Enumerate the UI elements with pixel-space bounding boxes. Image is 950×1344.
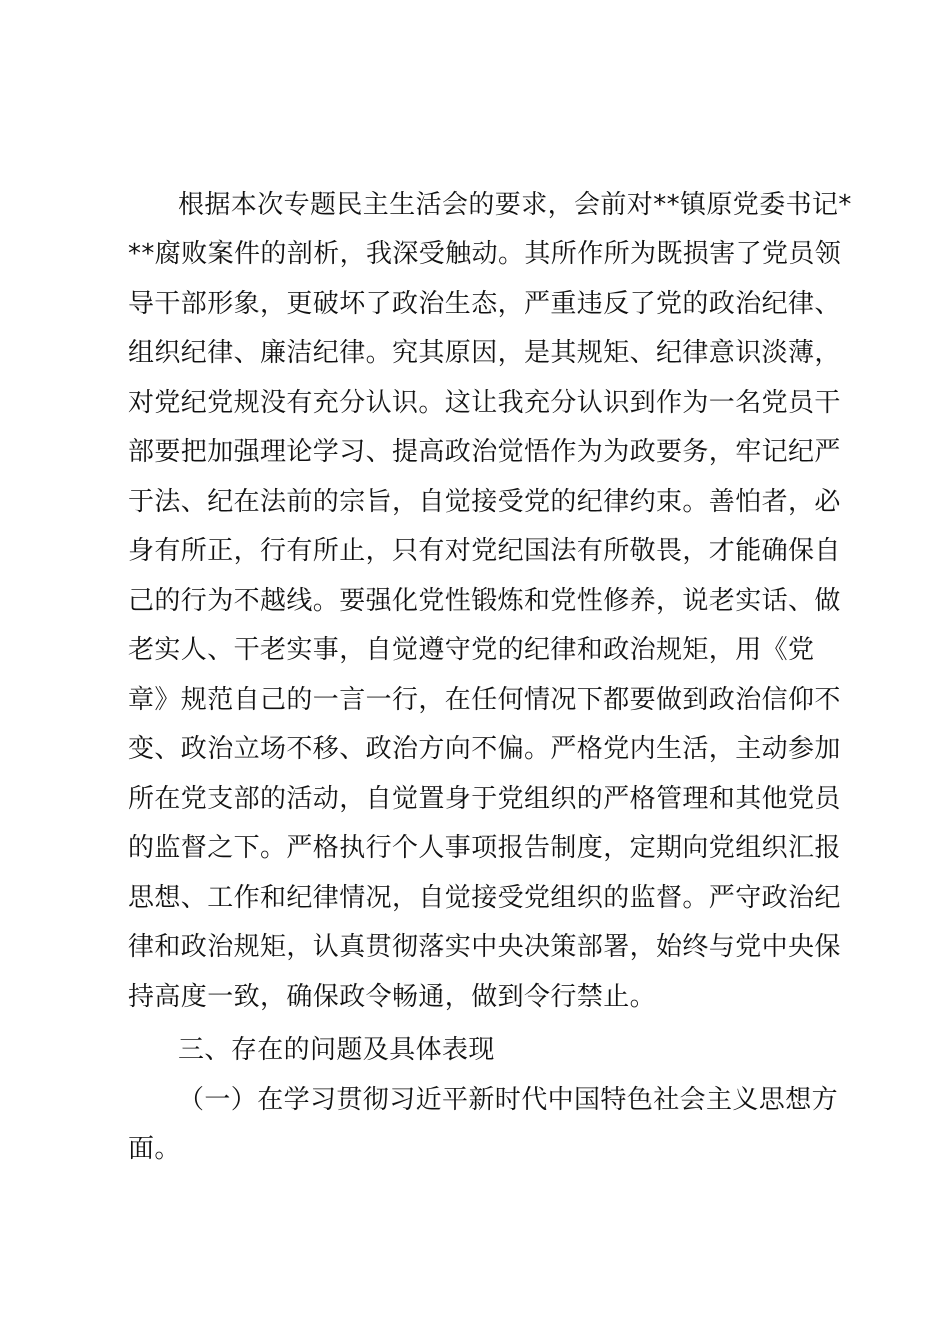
paragraph-line: 所在党支部的活动，自觉置身于党组织的严格管理和其他党员	[128, 784, 841, 814]
paragraph-line: **腐败案件的剖析，我深受触动。其所作所为既损害了党员领	[128, 239, 842, 269]
paragraph-line: 持高度一致，确保政令畅通，做到令行禁止。	[128, 982, 657, 1012]
paragraph-line: 导干部形象，更破坏了政治生态，严重违反了党的政治纪律、	[128, 289, 841, 319]
paragraph-line: 章》规范自己的一言一行，在任何情况下都要做到政治信仰不	[128, 685, 841, 715]
paragraph-line: 身有所正，行有所止，只有对党纪国法有所敬畏，才能确保自	[128, 536, 841, 566]
paragraph-line: 部要把加强理论学习、提高政治觉悟作为为政要务，牢记纪严	[128, 437, 841, 467]
paragraph-line: 老实人、干老实事，自觉遵守党的纪律和政治规矩，用《党	[128, 635, 815, 665]
subheading-line: 面。	[128, 1134, 181, 1164]
section-heading: 三、存在的问题及具体表现	[178, 1035, 495, 1065]
paragraph-line: 根据本次专题民主生活会的要求，会前对**镇原党委书记*	[178, 190, 852, 220]
paragraph-line: 律和政治规矩，认真贯彻落实中央决策部署，始终与党中央保	[128, 932, 841, 962]
paragraph-line: 己的行为不越线。要强化党性锻炼和党性修养，说老实话、做	[128, 586, 841, 616]
paragraph-line: 于法、纪在法前的宗旨，自觉接受党的纪律约束。善怕者，必	[128, 487, 841, 517]
paragraph-line: 变、政治立场不移、政治方向不偏。严格党内生活，主动参加	[128, 734, 841, 764]
paragraph-line: 的监督之下。严格执行个人事项报告制度，定期向党组织汇报	[128, 833, 841, 863]
paragraph-line: 组织纪律、廉洁纪律。究其原因，是其规矩、纪律意识淡薄，	[128, 338, 841, 368]
paragraph-line: 对党纪党规没有充分认识。这让我充分认识到作为一名党员干	[128, 388, 841, 418]
paragraph-line: 思想、工作和纪律情况，自觉接受党组织的监督。严守政治纪	[128, 883, 841, 913]
subheading-line: （一）在学习贯彻习近平新时代中国特色社会主义思想方	[178, 1085, 839, 1115]
